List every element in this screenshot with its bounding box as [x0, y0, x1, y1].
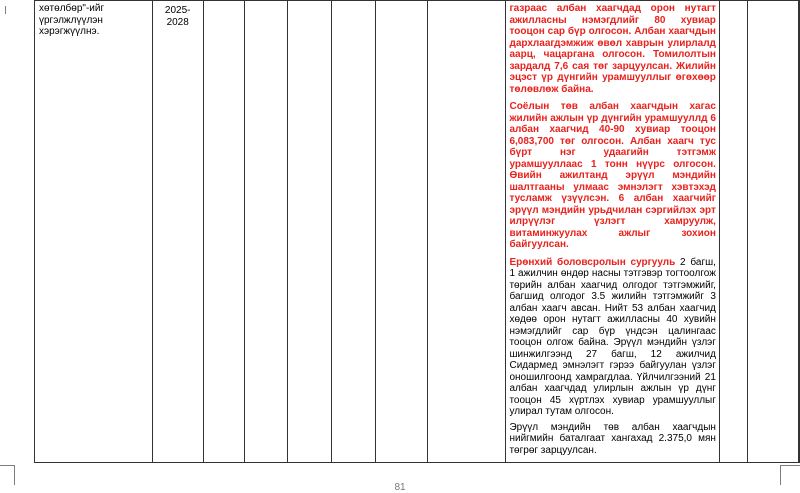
empty-cell [331, 1, 375, 463]
report-paragraph-2: Соёлын төв албан хаагчдын хагас жилийн ажлын үр дүнгийн урамшууллд 6 албан хаагчид 40-90 хувиар тооцон 6,083,700 төг олгосон. Албан хаагч тус бүрт нэг удаагийн тэтгэмж урамшууллаас 1 тонн нүүрс олгосон. Өвийн ажилтанд эрүүл мэндийн шалтгааны улмаас эмнэлэгт хэвтэхэд тусламж үзүүлсэн. 6 албан хаагчийг эрүүл мэндийн урьдчилан сэргийлэх эрт илрүүлэг үзлэгт хамруулж, витаминжуулах ажлыг зохион байгуулсан. [509, 101, 716, 250]
school-report-text: 2 багш, 1 ажилчин өндөр насны тэтгэвэр тогтоолгож төрийн албан хаагчид олгодог тэтгэмжийг, багшид олгодог 3.5 жилийн тэтгэмжийг 3 албан хаагч авсан. Нийт 53 албан хаагчид хөдөө орон нутагт ажилласны 40 хувийн нэмэгдлийг сар бүр үндсэн цалингаас тооцон олгож байна. Эрүүл мэндийн үзлэг шинжилгээнд 27 багш, 12 ажилчид Сидармед эмнэлэгт гэрээ байгуулан үзлэг оношилгоонд хамрагдлаа. Үйлчилгээний 21 албан хаагчдад улирлын ажлын үр дүнг тооцон 45 хүртлэх хувиар урамшууллыг улирал тутам олгосон. [509, 256, 716, 417]
empty-cell [203, 1, 244, 463]
empty-cell [375, 1, 428, 463]
empty-cell [719, 1, 747, 463]
empty-cell [287, 1, 331, 463]
task-cell [35, 1, 153, 463]
crop-mark [5, 6, 6, 14]
report-table [34, 0, 800, 463]
table-row [35, 1, 800, 463]
empty-cell [428, 1, 506, 463]
empty-cell [244, 1, 287, 463]
report-paragraph-4: Эрүүл мэндийн төв албан хаагчдын нийгмийн баталгаат хангахад 2.375,0 мян төгрөг зарцуулсан. [509, 421, 716, 456]
page-number: 81 [394, 482, 406, 493]
empty-cell [799, 1, 800, 463]
report-paragraph-1: газраас албан хаагчдад орон нутагт ажилласны нэмэгдлийг 80 хувиар тооцон сар бүр олгосон. Албан хаагчдын дархлаагдэмжиж өвөл хаврын улирлалд аарц, чацаргана олгосон. Томилолтын зардалд 7,6 сая төг зарцуулсан. Жилийн эцэст үр дүнгийн урамшууллыг өгөхөөр төлөвлөж байна. [509, 3, 716, 95]
report-cell [506, 1, 719, 463]
year-cell [152, 1, 203, 463]
empty-cell [747, 1, 798, 463]
school-lead-text: Ерөнхий боловсролын сургууль [509, 256, 676, 268]
task-text: хөтөлбөр"-ийг үргэлжлүүлэн хэрэгжүүлнэ. [39, 3, 105, 37]
report-paragraph-3 [509, 257, 715, 418]
crop-mark [0, 465, 14, 466]
year-text: 2025-2028 [164, 5, 191, 28]
crop-mark [780, 465, 800, 466]
